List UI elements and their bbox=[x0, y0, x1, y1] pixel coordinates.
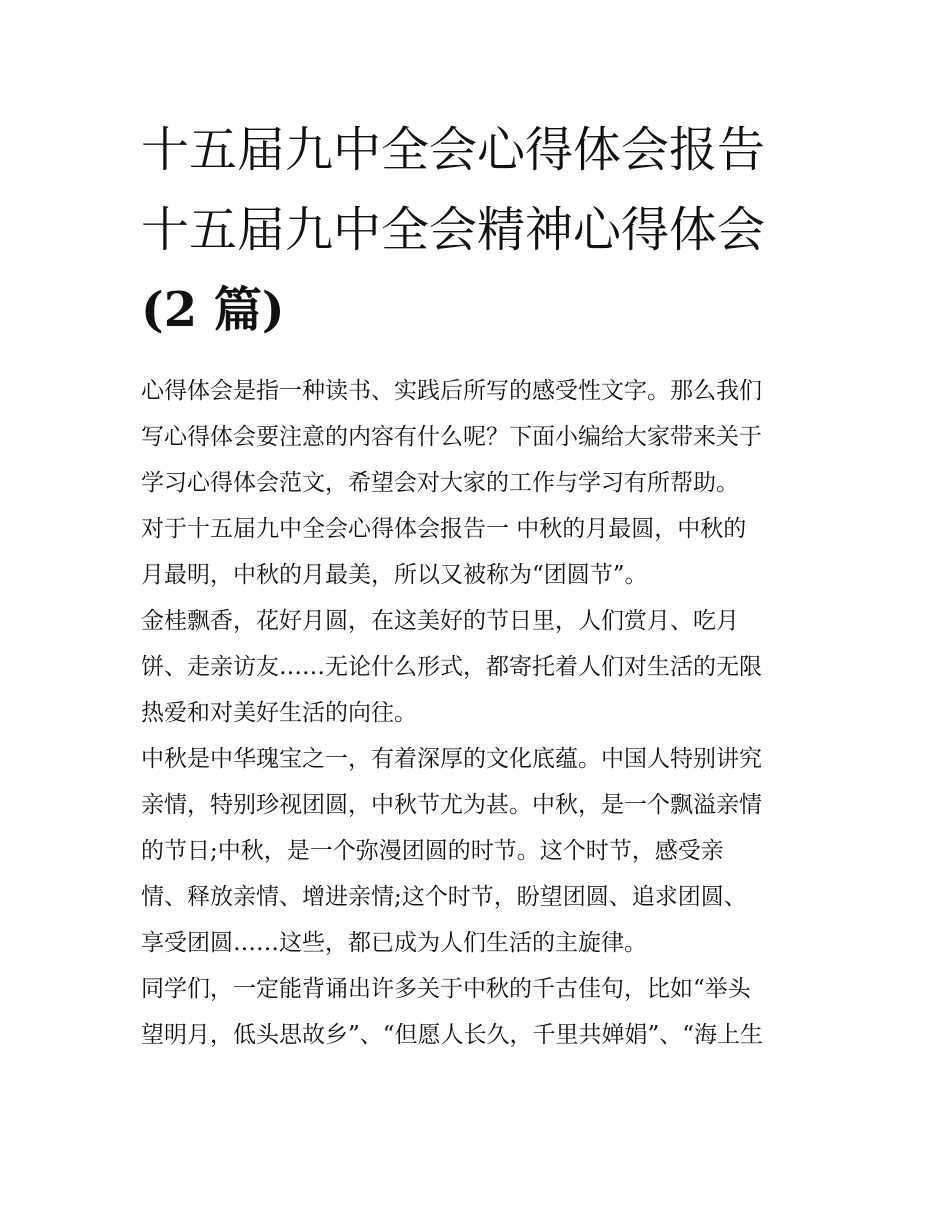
body-line: 热爱和对美好生活的向往。 bbox=[141, 700, 417, 726]
body-line: 同学们，一定能背诵出许多关于中秋的千古佳句，比如“举头 bbox=[141, 976, 751, 1002]
body-line: 心得体会是指一种读书、实践后所写的感受性文字。那么我们 bbox=[141, 378, 762, 404]
body-line: 情、释放亲情、增进亲情;这个时节，盼望团圆、追求团圆、 bbox=[141, 884, 747, 910]
document-content bbox=[141, 110, 821, 1058]
title-line-3: (2 篇) bbox=[141, 282, 285, 338]
body-line: 亲情，特别珍视团圆，中秋节尤为甚。中秋，是一个飘溢亲情 bbox=[141, 792, 762, 818]
body-line: 享受团圆……这些，都已成为人们生活的主旋律。 bbox=[141, 930, 647, 956]
body-line: 写心得体会要注意的内容有什么呢？下面小编给大家带来关于 bbox=[141, 424, 762, 450]
body-line: 望明月，低头思故乡”、“但愿人长久，千里共婵娟”、“海上生 bbox=[141, 1022, 764, 1048]
body-line: 中秋是中华瑰宝之一，有着深厚的文化底蕴。中国人特别讲究 bbox=[141, 746, 762, 772]
body-line: 学习心得体会范文，希望会对大家的工作与学习有所帮助。 bbox=[141, 470, 739, 496]
title-line-1: 十五届九中全会心得体会报告 bbox=[141, 122, 766, 178]
title-line-2: 十五届九中全会精神心得体会 bbox=[141, 202, 766, 258]
body-line: 饼、走亲访友……无论什么形式，都寄托着人们对生活的无限 bbox=[141, 654, 762, 680]
body-line: 的节日;中秋，是一个弥漫团圆的时节。这个时节，感受亲 bbox=[141, 838, 724, 864]
body-line: 金桂飘香，花好月圆，在这美好的节日里，人们赏月、吃月 bbox=[141, 608, 739, 634]
body-line: 对于十五届九中全会心得体会报告一 中秋的月最圆，中秋的 bbox=[141, 516, 747, 542]
body-line: 月最明，中秋的月最美，所以又被称为“团圆节”。 bbox=[141, 562, 648, 588]
